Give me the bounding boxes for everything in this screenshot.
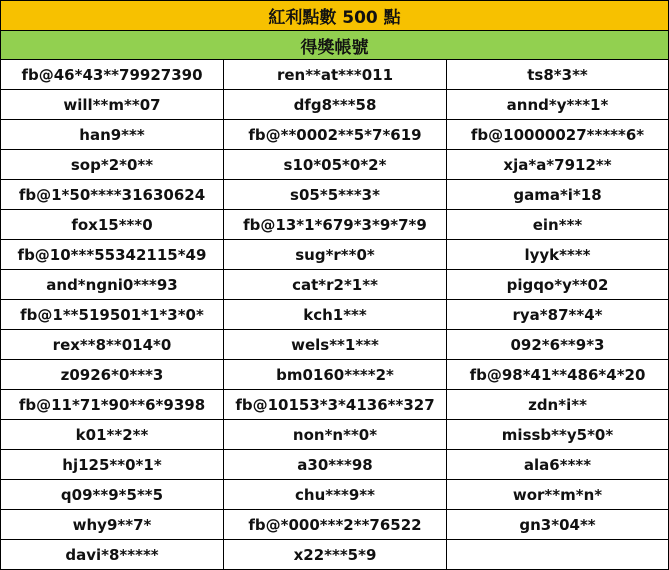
sheet-subtitle: 得獎帳號 bbox=[1, 31, 669, 60]
account-cell: fb@10000027*****6* bbox=[447, 120, 669, 150]
table-row bbox=[1, 480, 669, 510]
table-row bbox=[1, 510, 669, 540]
account-cell: dfg8***58 bbox=[224, 90, 447, 120]
table-row bbox=[1, 120, 669, 150]
account-cell: fox15***0 bbox=[1, 210, 224, 240]
account-cell: q09**9*5**5 bbox=[1, 480, 224, 510]
account-cell: fb@*000***2**76522 bbox=[224, 510, 447, 540]
account-cell: fb@11*71*90**6*9398 bbox=[1, 390, 224, 420]
account-cell: s10*05*0*2* bbox=[224, 150, 447, 180]
account-cell: fb@**0002**5*7*619 bbox=[224, 120, 447, 150]
account-cell: lyyk**** bbox=[447, 240, 669, 270]
account-cell: fb@1*50****31630624 bbox=[1, 180, 224, 210]
account-cell: x22***5*9 bbox=[224, 540, 447, 570]
account-cell: wor**m*n* bbox=[447, 480, 669, 510]
account-cell: rya*87**4* bbox=[447, 300, 669, 330]
account-cell: fb@46*43**79927390 bbox=[1, 60, 224, 90]
account-cell: k01**2** bbox=[1, 420, 224, 450]
account-cell: xja*a*7912** bbox=[447, 150, 669, 180]
account-cell: kch1*** bbox=[224, 300, 447, 330]
table-row bbox=[1, 60, 669, 90]
account-cell: ren**at***011 bbox=[224, 60, 447, 90]
account-cell: fb@10153*3*4136**327 bbox=[224, 390, 447, 420]
table-row bbox=[1, 420, 669, 450]
account-cell: ala6**** bbox=[447, 450, 669, 480]
table-row bbox=[1, 150, 669, 180]
account-cell: s05*5***3* bbox=[224, 180, 447, 210]
account-cell: non*n**0* bbox=[224, 420, 447, 450]
table-row bbox=[1, 450, 669, 480]
table-row bbox=[1, 90, 669, 120]
account-cell: fb@13*1*679*3*9*7*9 bbox=[224, 210, 447, 240]
table-row bbox=[1, 180, 669, 210]
table-row bbox=[1, 270, 669, 300]
account-cell: fb@1**519501*1*3*0* bbox=[1, 300, 224, 330]
account-cell: chu***9** bbox=[224, 480, 447, 510]
account-cell: why9**7* bbox=[1, 510, 224, 540]
winner-table-body bbox=[1, 1, 669, 570]
account-cell: fb@10***55342115*49 bbox=[1, 240, 224, 270]
account-cell: zdn*i** bbox=[447, 390, 669, 420]
account-cell: rex**8**014*0 bbox=[1, 330, 224, 360]
account-cell: gn3*04** bbox=[447, 510, 669, 540]
account-cell: wels**1*** bbox=[224, 330, 447, 360]
account-cell: z0926*0***3 bbox=[1, 360, 224, 390]
account-cell: and*ngni0***93 bbox=[1, 270, 224, 300]
account-cell: a30***98 bbox=[224, 450, 447, 480]
table-row bbox=[1, 390, 669, 420]
table-row bbox=[1, 210, 669, 240]
table-row bbox=[1, 300, 669, 330]
account-cell: sug*r**0* bbox=[224, 240, 447, 270]
account-cell: annd*y***1* bbox=[447, 90, 669, 120]
account-cell: pigqo*y**02 bbox=[447, 270, 669, 300]
title-row bbox=[1, 1, 669, 31]
table-row bbox=[1, 240, 669, 270]
account-cell: fb@98*41**486*4*20 bbox=[447, 360, 669, 390]
account-cell: gama*i*18 bbox=[447, 180, 669, 210]
account-cell: davi*8***** bbox=[1, 540, 224, 570]
subtitle-row bbox=[1, 31, 669, 60]
account-cell: bm0160****2* bbox=[224, 360, 447, 390]
account-cell: cat*r2*1** bbox=[224, 270, 447, 300]
account-cell bbox=[447, 540, 669, 570]
sheet-title: 紅利點數 500 點 bbox=[1, 1, 669, 31]
account-cell: 092*6**9*3 bbox=[447, 330, 669, 360]
account-cell: ts8*3** bbox=[447, 60, 669, 90]
table-row bbox=[1, 360, 669, 390]
account-cell: hj125**0*1* bbox=[1, 450, 224, 480]
account-cell: sop*2*0** bbox=[1, 150, 224, 180]
account-cell: ein*** bbox=[447, 210, 669, 240]
account-cell: han9*** bbox=[1, 120, 224, 150]
table-row bbox=[1, 330, 669, 360]
table-row bbox=[1, 540, 669, 570]
account-cell: will**m**07 bbox=[1, 90, 224, 120]
account-cell: missb**y5*0* bbox=[447, 420, 669, 450]
